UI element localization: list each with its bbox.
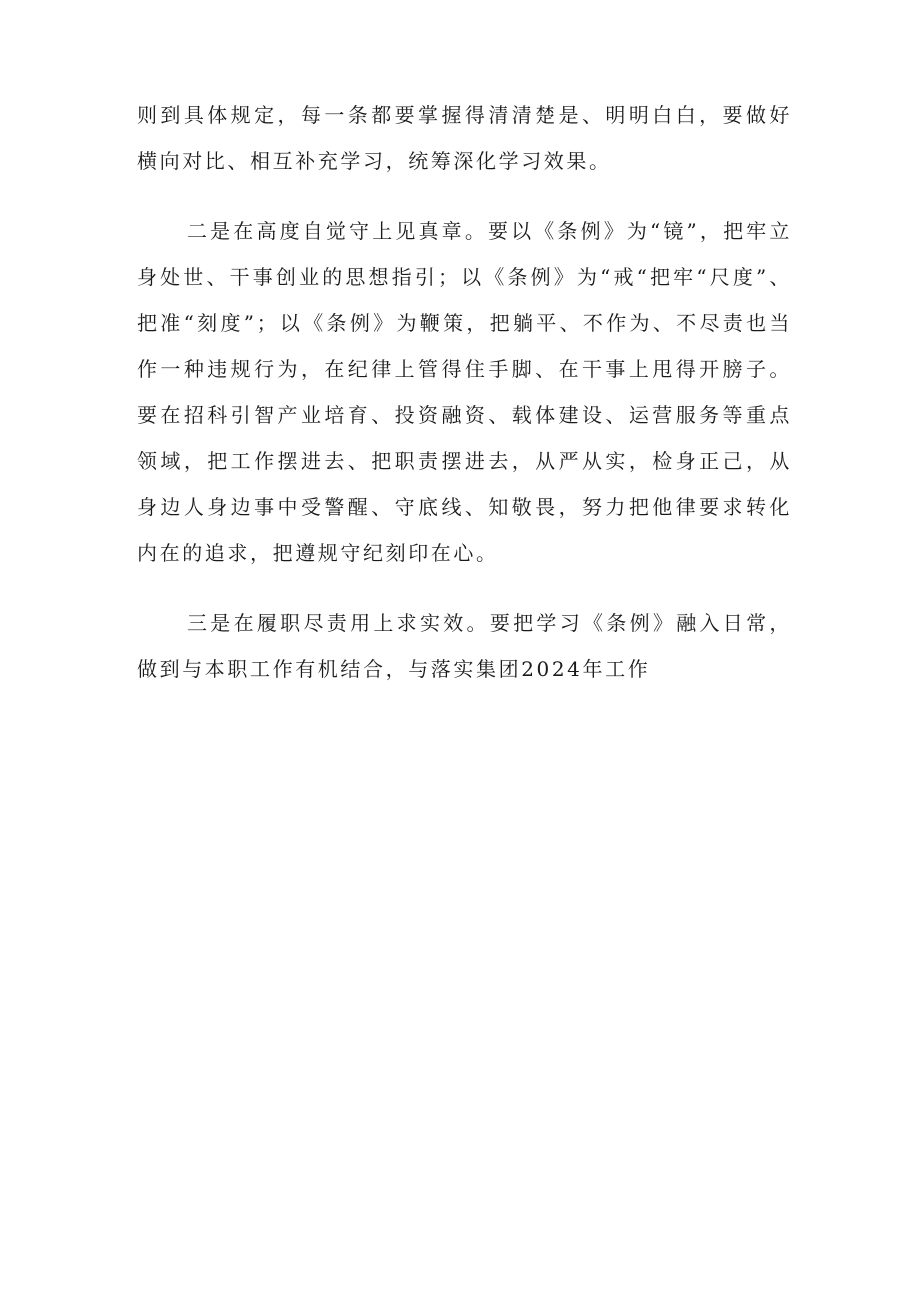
paragraph-2: 二是在高度自觉守上见真章。要以《条例》为“镜”，把牢立身处世、干事创业的思想指引；以《条例》为“戒“把牢“尺度”、把准“刻度”；以《条例》为鞭策，把躺平、不作为、不尽责也当作一种违规行为，在纪律上管得住手脚、在干事上甩得开膀子。要在招科引智产业培育、投资融资、载体建设、运营服务等重点领域，把工作摆进去、把职责摆进去，从严从实，检身正己，从身边人身边事中受警醒、守底线、知敬畏，努力把他律要求转化内在的追求，把遵规守纪刻印在心。 (137, 219, 792, 565)
paragraph-1: 则到具体规定，每一条都要掌握得清清楚是、明明白白，要做好横向对比、相互补充学习，统筹深化学习效果。 (137, 103, 792, 173)
document-body (137, 92, 792, 692)
paragraph-3: 三是在履职尽责用上求实效。要把学习《条例》融入日常，做到与本职工作有机结合，与落实集团2024年工作 (137, 611, 792, 681)
